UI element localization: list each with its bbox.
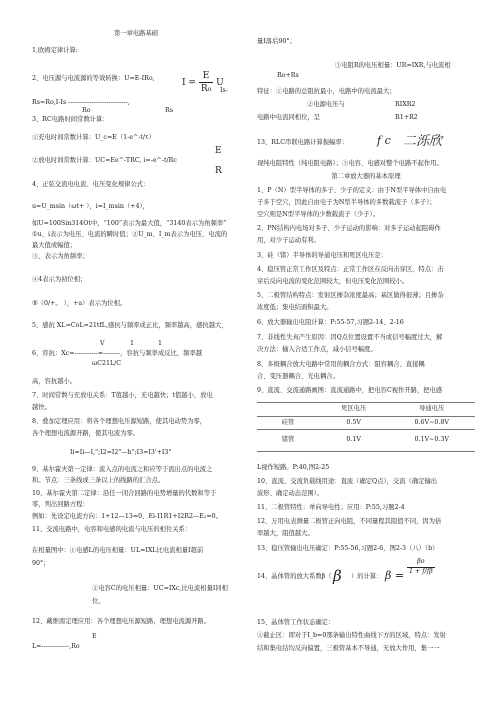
text-line: 14、晶体管的放大系数β（ [257,573,332,580]
text-line: ）的计算： [351,573,383,580]
chapter-title: 第二章放大器的基本原理 [331,173,401,180]
text-line: 3、硅（锗）半导体的导通电压和死区电压是： [257,252,387,259]
text-line: 9、基尔霍夫第一定律：流入点的电流之和应等于流出点的电流之 [32,466,213,473]
text-line: Ro [82,107,91,114]
text-line: 2、PN结构内电场对多子、少子运动的影响：对多子运动起阻碍作 [257,225,441,232]
text-line: 现纯电阻特性（纯电阻电路）；③电容、电感对整个电路不起作用。 [257,160,443,167]
text-line: 和。节点：三条线或三条以上的线路的汇合点。 [32,477,165,484]
formula-part: Ro+Rs [277,72,299,79]
formula-part: β = [385,569,405,582]
chapter-title: 第一章电路基础 [113,30,159,37]
text-line: 零，列出回路方程： [32,501,89,508]
text-line: u=U_msin（ωt+ ），i=I_msin（+4）， [32,203,149,210]
text-line: ②电容C的电压相量：UC=IXc,比电流相量Ⅰ同相 [92,585,228,592]
text-line: L=-------------,Ro [32,643,80,650]
text-line: 12、戴维南定理应用：各个理想电压源短路，理想电流源开路。 [32,618,211,625]
text-line: 5、二极管结构特点：发射区掺杂浓度最高；基区做得很薄；且掺杂 [257,292,444,299]
text-line: 11、二极管特性：单向导电性；应用：P:55,习题2-4 [257,504,405,511]
text-line: 8、叠加定理应用：将各个理想电压源短路，使其电动势为零， [32,418,207,425]
text-line: 空穴则是N型半导体的少数载流子（少子）。 [257,211,380,218]
formula-part: 1 + f/fβ [409,567,433,575]
table-cell: 导通电压 [388,403,475,417]
text-line: 波形、确定动态范围）。 [257,490,324,497]
text-line: 子多于空穴，因此自由电子为N型半导体的多数载流子（多子）； [257,199,436,206]
text-line: 浓度低；集电结面积最大。 [257,304,333,311]
formula-part: E [92,633,97,640]
text-line: 在相量图中：①电感L的电压相量：UL=IXL比电流相量Ⅰ超前 [32,547,204,554]
text-line: 用，对少子运动有利。 [257,237,320,244]
text-line: L视作短路。P:40,图2-25 [257,464,330,471]
text-line: ③电阻R的电压相量：UR=IXR,与电流相 [335,62,451,69]
formula-part: E [215,146,222,156]
formula-part: 1 [130,340,135,347]
text-line: 6、放大器输出电阻计算：P:55-57,习题2-14、2-16 [257,319,404,326]
voltage-table [257,402,475,452]
text-line: ①u、i表示为电压、电流的瞬时值；②U_m、I_m表示为电压、电流的 [32,231,228,238]
table-cell: 硅管 [257,416,319,430]
table-cell: 0.5V [319,416,388,430]
text-line: 3、RC电路时间常数计算： [32,116,109,123]
formula-part: R1+R2 [395,114,418,121]
text-line: 13、RLC串联电路计算振幅率： [257,139,349,146]
text-line: ③、表示为角频率； [32,253,89,260]
beta-symbol: β [333,567,342,585]
text-line: 5、感抗 XL=CoL=21tfL,感抗与频率成正比，频率越高，感抗越大， [32,322,228,329]
text-line: 6、容抗：Xc=-----------=--------，容抗与频率成反比，频率越 [32,350,203,357]
text-line: 结和集电结均反向偏置，三极管基本不导通，无放大作用，集一一 [257,645,440,652]
text-line: ④4表示为初位相； [32,276,87,283]
table-cell: 锗管 [257,430,319,452]
text-line: 7、非线性失真产生原因：因Q点位置设置不当或信号幅度过大，解 [257,334,443,341]
table-cell: 0.1V~0.3V [388,430,475,452]
text-line: 1、P（N）型半导体的多子、少子的定义：由于N型半导体中自由电 [257,187,447,194]
formula-part: V [100,340,105,347]
text-line: 穿后反向电流的变化范围较大，但电压变化范围较小。 [257,278,409,285]
text-line: 率越大，阻值越大。 [257,530,314,537]
formula-part: ωC21L/C [92,360,122,367]
table-row [257,430,475,452]
text-line: 如U=100Sin314Ot中，“100”表示为最大值，“3140表示为角频率” [32,220,227,227]
text-line: 13、稳压管输出电压确定：P:55-56,习题2-6、图2-3（八）（b） [257,545,439,552]
formula-line: Ii=Ii—I,";I2=I2"—h";I3=I3'+I3" [70,449,172,456]
formula-part: Is- [220,87,228,94]
text-line: 决方法：输入合适工作点，减小信号幅度。 [257,346,377,353]
formula-part: f c [377,134,391,147]
formula-part: E [199,70,213,83]
text-line: 10、直流、交流负载线用途：直流（确定Q点），交流（确定输出 [257,478,438,485]
beta-formula [407,558,435,576]
text-line: 特征：①电路的总阻抗最小，电路中的电流最大； [257,88,396,95]
text-line: ⑤（0/+。 ），+a）表示为位相。 [32,300,127,307]
text-line: 12、万用电表测量二极管正向电阻，不同量程其阻值不同，因为倍 [257,518,442,525]
formula-part: R₀ [200,84,212,95]
formula-part: U [216,78,224,89]
text-line: 7、时间常数与充放电关系：T值越小，充电越快；t值越小，放电 [32,392,213,399]
table-row [257,403,475,417]
text-line: 合、变压器耦合、光电耦合。 [257,373,339,380]
text-line: 例如：先设定电流方向：1+12—13=0、Ei-I1R1+I2R2—E₂=0。 [32,513,222,520]
text-line: 各个理想电流源开路，使其电流为零。 [32,430,140,437]
text-line: Rs [165,107,173,114]
table-cell: 0.1V [319,430,388,452]
text-line: 1,欧姆定律计算: [32,47,78,54]
text-line: 8、多级耦合放大电路中常用的耦合方式：阻容耦合、直接耦 [257,361,425,368]
text-line: 15、晶体管工作状态确定： [257,619,335,626]
table-cell: 死区电压 [319,403,388,417]
text-line: 电路中电流同相位，呈 [257,114,320,121]
formula-part: 1 [158,340,163,347]
table-row [257,416,475,430]
table-cell: 0.6V~0.8V [388,416,475,430]
formula-i [182,70,224,95]
text-line: 位。 [92,598,105,605]
text-line: 90°； [32,560,50,567]
formula-part: 二泺欣 [403,134,443,149]
formula-part: βo [407,558,435,568]
text-line: Rs=Ro,I-Is ----------------------------, [32,99,130,106]
text-line: 4、稳压管正常工作区及特点：正常工作区在反向击穿区，特点：击 [257,266,444,273]
text-line: 10、基尔霍夫第二定律：沿任一闭合回路的电势增量的代数和等于 [32,490,217,497]
text-line: 11、交流电路中，电容和电感的电流与电压的相位关系： [32,526,192,533]
text-line: 越快。 [32,404,51,411]
formula-part: I = [182,78,196,89]
text-line: ②放电时间常数计算：UC=Ee^-TRC, i=-e^-t/Rc [32,157,177,164]
text-line: 9、直流、交流通路画图：直流通路中，把电容C视作开路，把电感 [257,387,443,394]
table-cell [257,403,319,417]
text-line: ②电源电压与 [307,101,345,108]
text-line: ①充电时间常数计算：U_c=E（1-e^-t/τ） [32,134,155,141]
text-line: 最大值或幅值； [32,242,77,249]
text-line: ①截止区：即对于I_b=0那条输出特性曲线下方的区域，特点：发射 [257,632,446,639]
text-line: 2、电压源与电流源的等效转换：U=E-IRo, [32,75,155,82]
formula-part: RIXR2 [395,101,416,108]
text-line: 4、正弦交流电电流、电压变化规律公式： [32,181,150,188]
formula-part: R [215,166,222,176]
text-line: 量I落后90°； [257,38,296,45]
text-line: 高，容抗越小。 [32,378,77,385]
